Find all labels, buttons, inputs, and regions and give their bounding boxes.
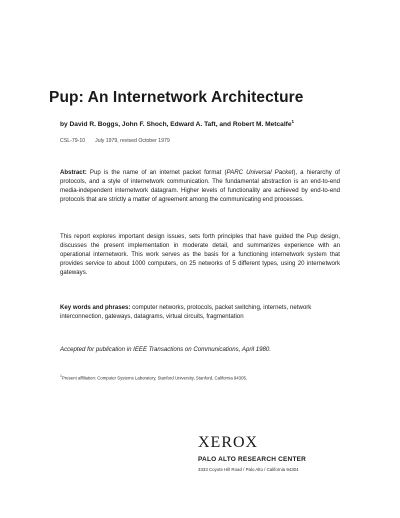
abstract [60,168,340,204]
report-date: July 1979, revised October 1979 [95,138,170,144]
summary-paragraph: This report explores important design issues, sets forth principles that have guided the Pup design, discusses the present implementation in moderate detail, and summarizes experience with an operational internetwork. This work serves as the basis for a functioning internetwork system that provides service to about 1000 computers, on 25 networks of 5 different types, using 20 internetwork gateways. [60,233,340,277]
paper-title: Pup: An Internetwork Architecture [49,89,304,106]
abstract-text-after: ), a hierarchy of protocols, and a style of internetwork communication. The fundamental abstraction is an end-to-end media-independent internetwork datagram. Higher levels of functionality are achieved by end-to-end protocols that are strictly a matter of agreement among the communicating end processes. [60,169,340,204]
report-number: CSL-79-10 [60,138,86,144]
footnote-text: Present affiliation: Computer Systems Laboratory, Stanford University, Stanford, California 94305. [61,375,248,381]
keywords [60,303,340,321]
keywords-text: computer networks, protocols, packet switching, internets, network interconnection, gateways, datagrams, virtual circuits, fragmentation [60,304,312,321]
keywords-label: Key words and phrases: [60,304,131,311]
research-center-address: 3333 Coyote Hill Road / Palo Alto / California 94304 [198,467,299,472]
abstract-text-before: Pup is the name of an internet packet format ( [86,169,227,176]
abstract-label: Abstract: [60,169,87,176]
authors-text: by David R. Boggs, John F. Shoch, Edward A. Taft, and Robert M. Metcalfe [60,121,292,129]
acceptance-note: Accepted for publication in IEEE Transactions on Communications, April 1980. [60,346,272,353]
report-meta [60,138,170,144]
research-center-name: PALO ALTO RESEARCH CENTER [198,456,307,463]
author-footnote-marker: 1 [291,119,295,124]
abstract-italic: PARC Universal Packet [226,169,294,176]
footnote-marker: 1 [60,374,62,378]
author-line [60,119,294,128]
xerox-logo: XEROX [198,434,259,451]
footnote [60,374,360,380]
